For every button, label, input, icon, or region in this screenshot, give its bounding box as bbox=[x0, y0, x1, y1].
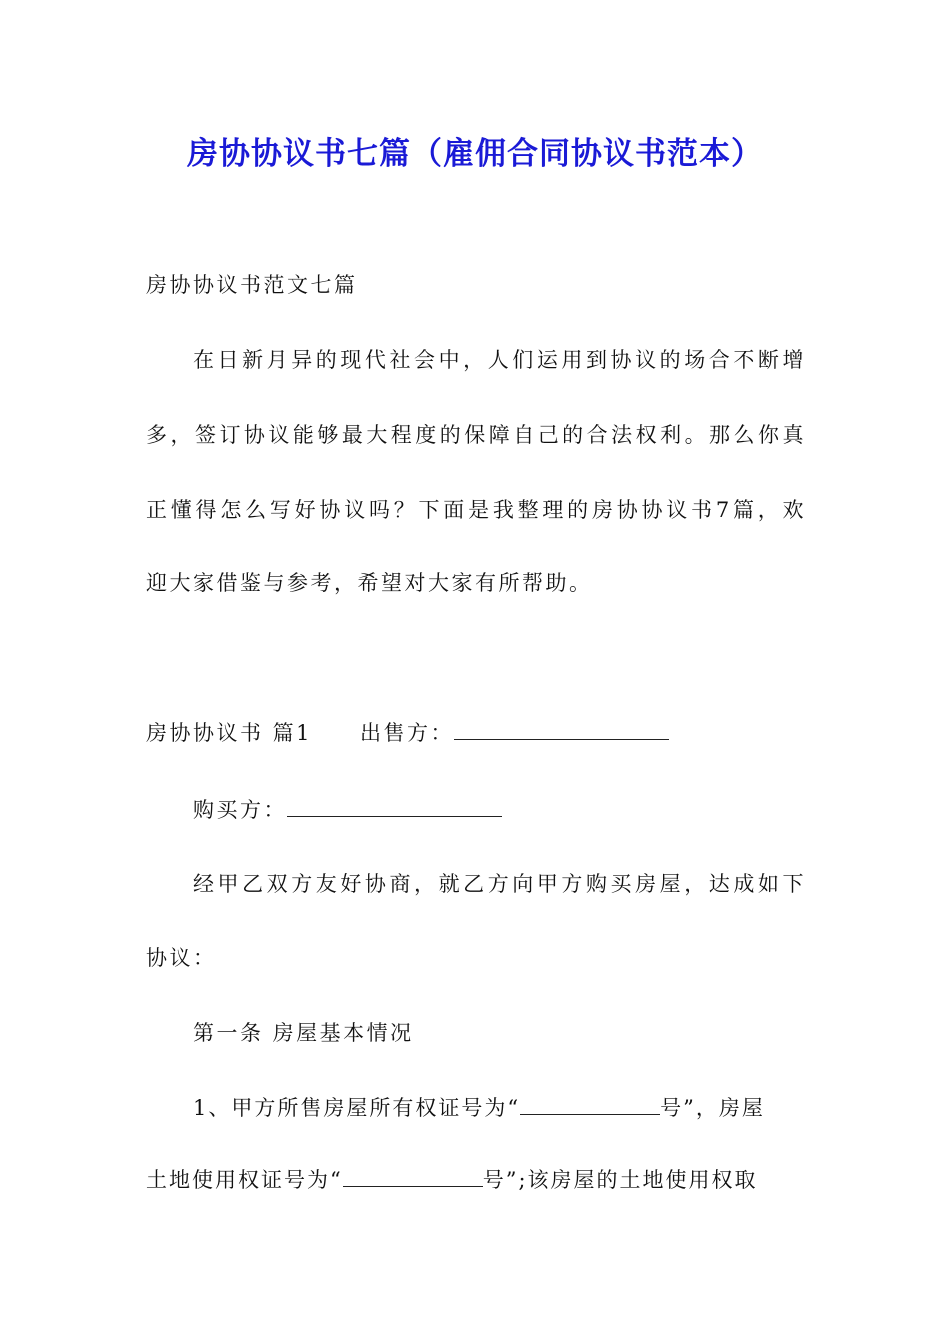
item-1-line-1-text-b: 号”，房屋 bbox=[660, 1096, 765, 1120]
section-heading: 房协协议书 篇1 bbox=[146, 721, 313, 745]
intro-line-1: 在日新月异的现代社会中，人们运用到协议的场合不断增 bbox=[193, 348, 806, 372]
document-subtitle: 房协协议书范文七篇 bbox=[146, 273, 358, 297]
article-1-heading: 第一条 房屋基本情况 bbox=[193, 1021, 414, 1045]
item-1-line-1-text-a: 1、甲方所售房屋所有权证号为“ bbox=[193, 1096, 521, 1120]
item-1-line-1 bbox=[193, 1093, 806, 1123]
item-1-line-2 bbox=[146, 1165, 806, 1195]
intro-line-3: 正懂得怎么写好协议吗？下面是我整理的房协协议书7篇，欢 bbox=[146, 498, 806, 522]
certificate-number-blank bbox=[520, 1094, 660, 1115]
land-certificate-number-blank bbox=[343, 1166, 483, 1187]
intro-line-2: 多，签订协议能够最大程度的保障自己的合法权利。那么你真 bbox=[146, 423, 806, 447]
buyer-label: 购买方： bbox=[193, 798, 287, 822]
paragraph-1-line-1: 经甲乙双方友好协商，就乙方向甲方购买房屋，达成如下 bbox=[193, 872, 806, 896]
document-title: 房协协议书七篇（雇佣合同协议书范本） bbox=[187, 136, 763, 172]
buyer-row bbox=[193, 795, 806, 825]
item-1-line-2-text-a: 土地使用权证号为“ bbox=[146, 1168, 343, 1192]
section-heading-row bbox=[146, 718, 806, 748]
item-1-line-2-text-b: 号”;该房屋的土地使用权取 bbox=[482, 1168, 758, 1192]
intro-line-4: 迎大家借鉴与参考，希望对大家有所帮助。 bbox=[146, 571, 593, 595]
seller-blank bbox=[454, 719, 669, 740]
seller-label: 出售方： bbox=[360, 721, 455, 745]
buyer-blank bbox=[287, 796, 502, 817]
paragraph-1-line-2: 协议： bbox=[146, 946, 217, 970]
